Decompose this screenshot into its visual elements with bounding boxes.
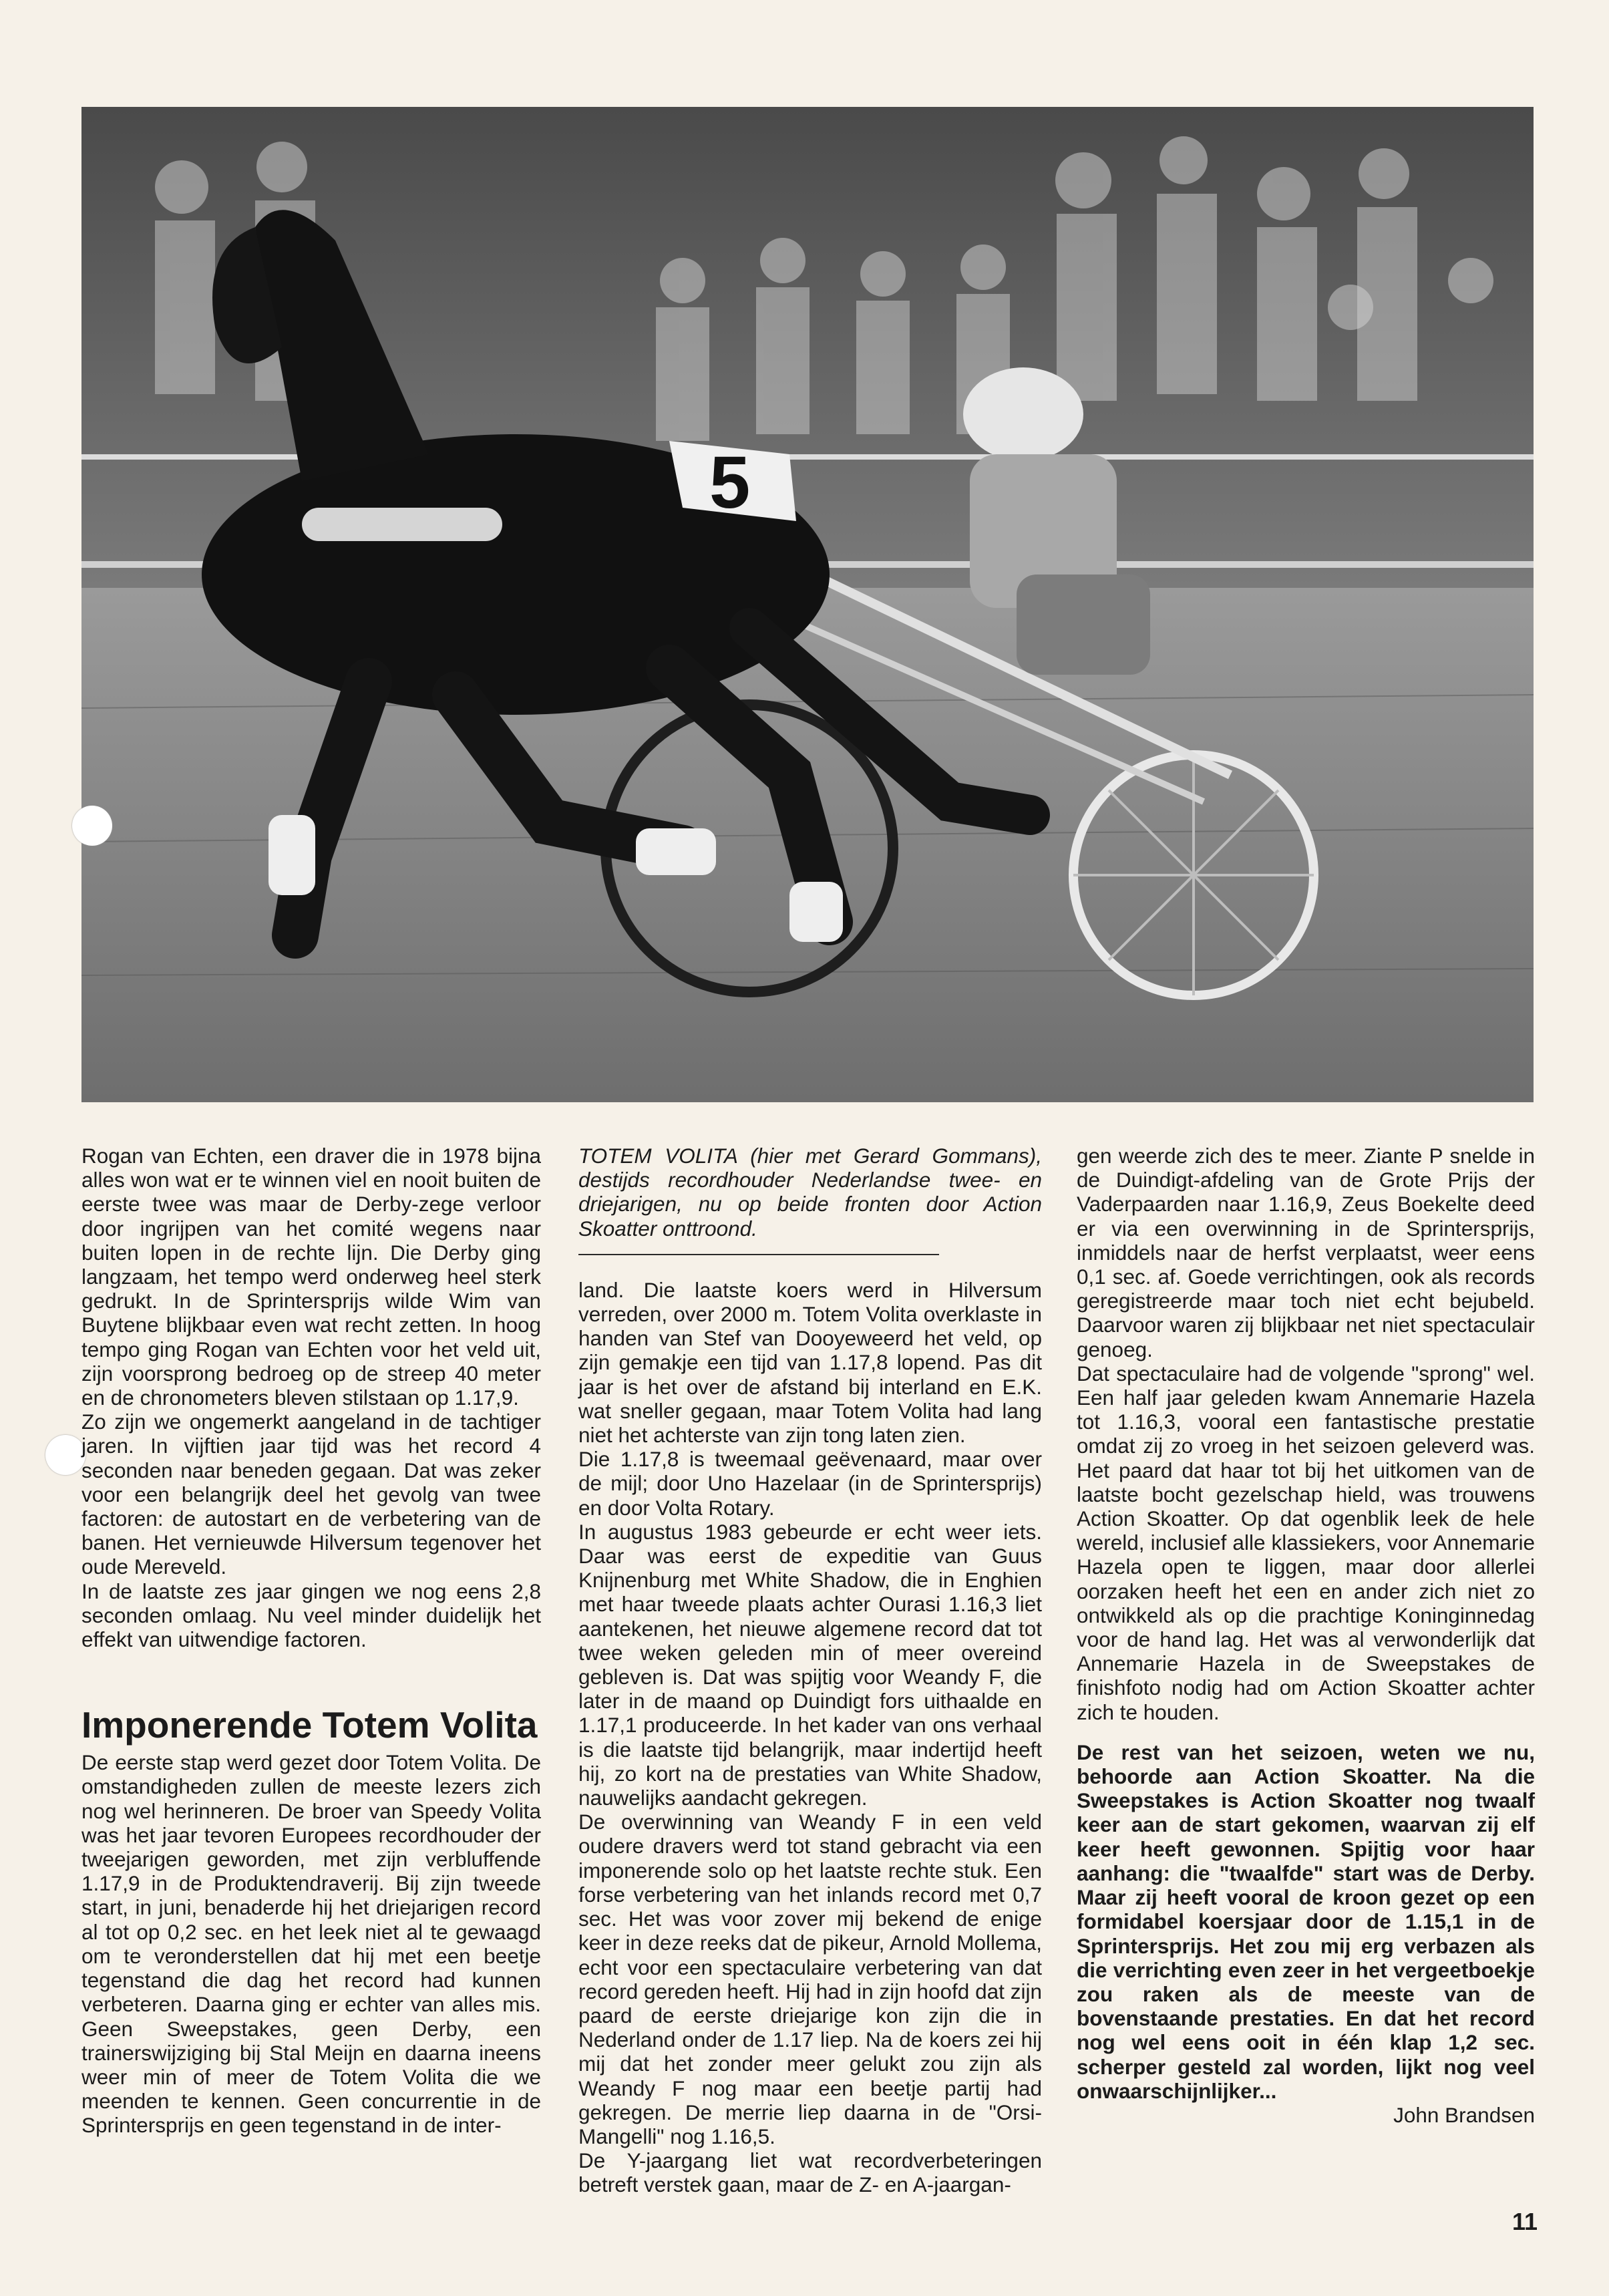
body-paragraph: gen weerde zich des te meer. Ziante P snelde in de Duindigt-afdeling van de Grote Prijs der Vaderpaarden naar 1.16,9, Zeus Boekelte deed er via een overwinning in de Sprintersprijs, inmiddels naar de herfst verplaatst, weer eens 0,1 sec. af. Goede verrichtingen, ook als records geregistreerde maar toch niet echt bejubeld. Daarvoor waren zij blijkbaar net niet spectaculair genoeg. xyxy=(1077,1144,1535,1361)
caption-divider xyxy=(578,1254,939,1255)
photo-illustration xyxy=(81,107,1534,1102)
body-paragraph: Die 1.17,8 is tweemaal geëvenaard, maar over de mijl; door Uno Hazelaar (in de Sprintersprijs) en door Volta Rotary. xyxy=(578,1447,1042,1520)
column-2 xyxy=(578,1144,1042,2197)
body-paragraph: In augustus 1983 gebeurde er echt weer iets. Daar was eerst de expeditie van Guus Knijnenburg met White Shadow, die in Enghien met haar tweede plaats achter Ourasi 1.16,3 liet aantekenen, het nieuwe algemene record dat tot twee weken geleden min of meer overeind gebleven is. Dat was spijtig voor Weandy F, die later in de maand op Duindigt fors uithaalde en 1.17,1 produceerde. In het kader van ons verhaal is die laatste tijd belangrijk, maar indertijd heeft hij, zo kort na de prestaties van White Shadow, nauwelijks aandacht gekregen. xyxy=(578,1519,1042,1810)
author-name: John Brandsen xyxy=(1393,2102,1535,2127)
body-paragraph: De overwinning van Weandy F in een veld oudere dravers werd tot stand gebracht via een imponerende solo op het laatste rechte stuk. Een forse verbetering van het inlands record met 0,7 sec. Het was voor zover mij bekend de enige keer in deze reeks dat de pikeur, Arnold Mollema, echt voor een spectaculaire verbetering van dat record gereden heeft. Hij had in zijn hoofd dat zijn paard de eerste driejarige kon zijn die in Nederland onder de 1.17 liep. Na de koers zei hij mij dat het zonder meer gelukt zou zijn als Weandy F nog maar een beetje partij had gekregen. De merrie liep daarna in de "Orsi-Mangelli" nog 1.16,5. xyxy=(578,1810,1042,2148)
bib-number: 5 xyxy=(709,442,751,524)
body-paragraph: Dat spectaculaire had de volgende "sprong" wel. Een half jaar geleden kwam Annemarie Hazela tot 1.16,3, vooral een fantastische prestatie omdat zij zo vroeg in het seizoen geleverd was. Het paard dat haar tot bij het uitkomen van de laatste bocht gezelschap hield, was trouwens Action Skoatter. Op dat ogenblik leek de hele wereld, inclusief alle klassiekers, voor Annemarie Hazela open te liggen, maar door allerlei oorzaken heeft het een en ander zich niet zo ontwikkeld als op die prachtige Koninginnedag voor de hand lag. Het was al verwonderlijk dat Annemarie Hazela in de Sweepstakes de finishfoto nodig had om Action Skoatter achter zich te houden. xyxy=(1077,1361,1535,1724)
punch-hole xyxy=(45,1435,85,1475)
column-1 xyxy=(81,1144,541,2138)
page-number: 11 xyxy=(1511,2208,1538,2235)
bold-paragraph: De rest van het seizoen, weten we nu, behoorde aan Action Skoatter. Na die Sweepstakes is Action Skoatter nog twaalf keer aan de start gekomen, waarvan zij elf keer heeft gewonnen. Spijtig voor haar aanhang: die "twaalfde" start was de Derby. Maar zij heeft vooral de kroon gezet op een formidabel koersjaar door de 1.15,1 in de Sprintersprijs. Het zou mij erg verbazen als die verrichting even zeer in het vergeetboekje zou raken als de meeste van de bovenstaande prestaties. En dat het record nog wel eens ooit in één klap 1,2 sec. scherper gesteld zal worden, lijkt nog veel onwaarschijnlijker... xyxy=(1077,1740,1535,2103)
body-paragraph: De eerste stap werd gezet door Totem Volita. De omstandigheden zullen de meeste lezers zich nog wel herinneren. De broer van Speedy Volita was het jaar tevoren Europees recordhouder der tweejarigen geworden, met zijn verbluffende 1.17,9 in de Produktendraverij. Bij zijn tweede start, in juni, benaderde hij het driejarigen record al tot op 0,2 sec. en het leek niet al te gewaagd om te veronderstellen dat hij met een beetje tegenstand die dag het record had kunnen verbeteren. Daarna ging er echter van alles mis. Geen Sweepstakes, geen Derby, een trainerswijziging bij Stal Meijn en daarna ineens weer min of meer de Totem Volita die we meenden te kennen. Geen concurrentie in de Sprintersprijs en geen tegenstand in de inter- xyxy=(81,1750,541,2138)
section-heading: Imponerende Totem Volita xyxy=(81,1704,538,1746)
body-paragraph: De Y-jaargang liet wat recordverbeteringen betreft verstek gaan, maar de Z- en A-jaargan- xyxy=(578,2148,1042,2197)
column-3 xyxy=(1077,1144,1535,2127)
body-paragraph: land. Die laatste koers werd in Hilversum verreden, over 2000 m. Totem Volita overklaste in handen van Stef van Dooyeweerd het veld, op zijn gemakje een tijd van 1.17,8 lopend. Pas dit jaar is het over de afstand bij interland en E.K. wat sneller gegaan, maar Totem Volita had lang niet het achterste van zijn tong laten zien. xyxy=(578,1277,1042,1448)
body-paragraph: Zo zijn we ongemerkt aangeland in de tachtiger jaren. In vijftien jaar tijd was het record 4 seconden naar beneden gegaan. Dat was zeker voor een belangrijk deel het gevolg van twee factoren: de autostart en de verbetering van de banen. Het vernieuwde Hilversum tegenover het oude Mereveld. xyxy=(81,1410,541,1579)
horse-and-sulky-photo xyxy=(81,107,1534,1102)
body-paragraph: Rogan van Echten, een draver die in 1978 bijna alles won wat er te winnen viel en nooit buiten de eerste twee was maar de Derby-zege verloor door ingrijpen van het comité wegens naar buiten lopen in de rechte lijn. Die Derby ging langzaam, het tempo werd onderweg heel sterk gedrukt. In de Sprintersprijs wilde Wim van Buytene blijkbaar even wat recht zetten. In hoog tempo ging Rogan van Echten voor het veld uit, zijn voorsprong bedroeg op de streep 40 meter en de chronometers bleven stilstaan op 1.17,9. xyxy=(81,1144,541,1410)
body-paragraph: In de laatste zes jaar gingen we nog eens 2,8 seconden omlaag. Nu veel minder duidelijk het effekt van uitwendige factoren. xyxy=(81,1579,541,1652)
punch-hole xyxy=(72,806,112,846)
photo-caption: TOTEM VOLITA (hier met Gerard Gommans), destijds recordhouder Nederlandse twee- en driejarigen, nu op beide fronten door Action Skoatter onttroond. xyxy=(578,1144,1042,1241)
